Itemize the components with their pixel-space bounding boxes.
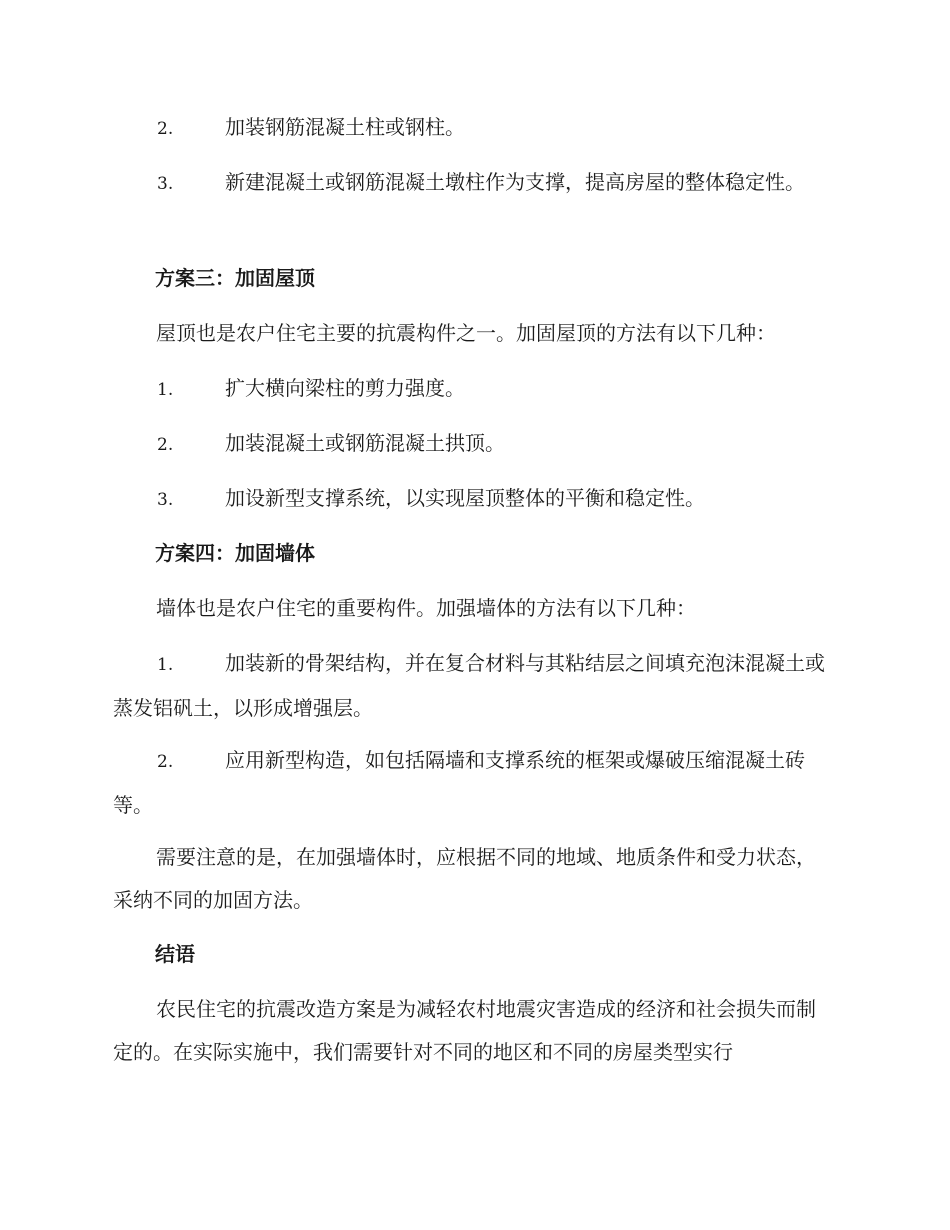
list-item	[113, 106, 835, 151]
list-item	[113, 477, 835, 522]
list-number: 2.	[157, 119, 174, 139]
list-text: 新建混凝土或钢筋混凝土墩柱作为支撑，提高房屋的整体稳定性。	[225, 170, 805, 194]
paragraph: 墙体也是农户住宅的重要构件。加强墙体的方法有以下几种：	[156, 596, 696, 620]
section-heading: 结语	[155, 942, 195, 966]
list-text: 加设新型支撑系统，以实现屋顶整体的平衡和稳定性。	[225, 486, 705, 510]
section-heading: 方案三：加固屋顶	[155, 266, 315, 290]
list-text: 扩大横向梁柱的剪力强度。	[225, 376, 465, 400]
list-item	[113, 367, 835, 412]
list-item	[113, 642, 835, 730]
list-number: 3.	[157, 174, 174, 194]
paragraph: 屋顶也是农户住宅主要的抗震构件之一。加固屋顶的方法有以下几种：	[156, 321, 776, 345]
section-heading: 方案四：加固墙体	[155, 541, 315, 565]
list-number: 1.	[157, 380, 174, 400]
list-text: 加装新的骨架结构，并在复合材料与其粘结层之间填充泡沫混凝土或蒸发铝矾土，以形成增强层。	[113, 651, 825, 720]
list-number: 1.	[157, 655, 174, 675]
list-item	[113, 422, 835, 467]
paragraph: 农民住宅的抗震改造方案是为减轻农村地震灾害造成的经济和社会损失而制定的。在实际实施中，我们需要针对不同的地区和不同的房屋类型实行	[113, 997, 816, 1064]
list-text: 应用新型构造，如包括隔墙和支撑系统的框架或爆破压缩混凝土砖等。	[113, 748, 805, 817]
list-text: 加装钢筋混凝土柱或钢柱。	[225, 115, 465, 139]
list-number: 3.	[157, 490, 174, 510]
list-number: 2.	[157, 435, 174, 455]
list-number: 2.	[157, 752, 174, 772]
paragraph: 需要注意的是，在加强墙体时，应根据不同的地域、地质条件和受力状态，采纳不同的加固方法。	[113, 845, 816, 912]
list-item	[113, 161, 835, 206]
list-item	[113, 739, 835, 827]
list-text: 加装混凝土或钢筋混凝土拱顶。	[225, 431, 505, 455]
